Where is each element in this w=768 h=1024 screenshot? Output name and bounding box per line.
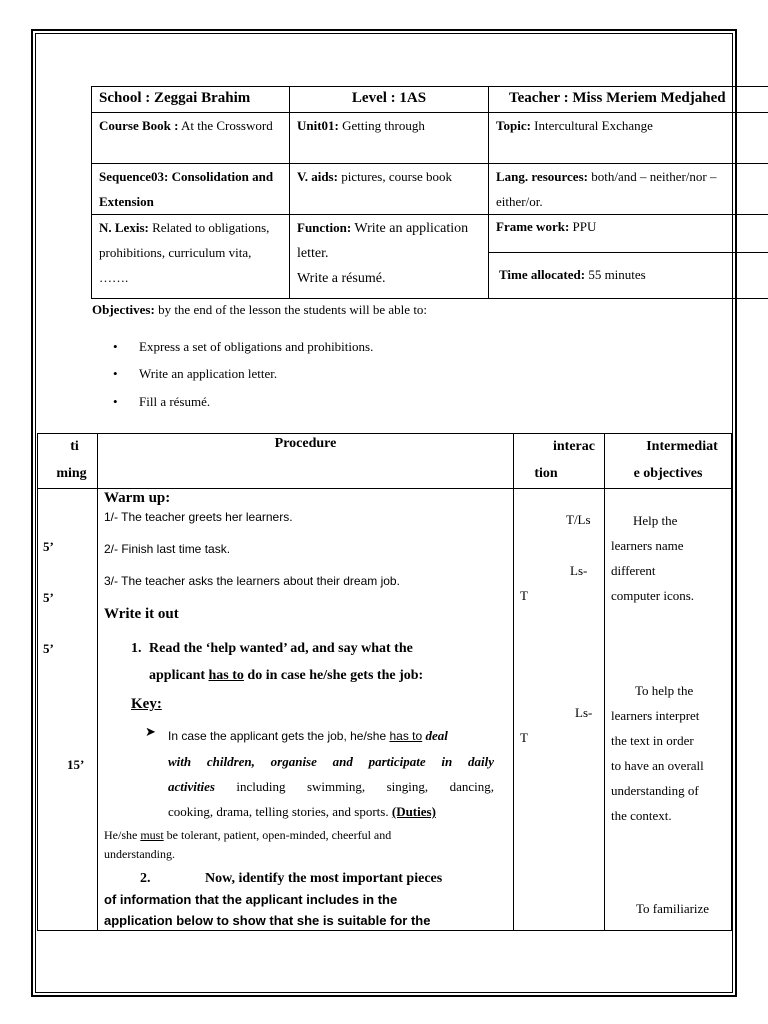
objective-3: To familiarize	[636, 901, 710, 916]
interaction-value: T	[520, 588, 528, 603]
arrow-bullet-icon: ➤	[145, 724, 156, 739]
col-interaction-header: interac tion	[534, 439, 595, 481]
topic: Topic: Intercultural Exchange	[496, 118, 653, 133]
task1-line: Read the ‘help wanted’ ad, and say what the	[149, 641, 413, 656]
task-number: 1.	[131, 641, 142, 656]
objective-item: Write an application letter.	[139, 366, 278, 381]
bullet: •	[113, 366, 118, 381]
warm-up-step: 3/- The teacher asks the learners about their dream job.	[104, 574, 400, 588]
function: Function: Write an application letter. Write a résumé.	[297, 220, 469, 286]
bullet: •	[113, 394, 118, 409]
task2-line: application below to show that she is suitable for the	[104, 913, 431, 928]
col-procedure-header: Procedure	[274, 436, 337, 451]
objectives-intro: Objectives: by the end of the lesson the students will be able to:	[92, 302, 428, 317]
col-objectives-header: Intermediat e objectives	[633, 439, 718, 481]
teacher-name: Teacher : Miss Meriem Medjahed	[509, 90, 726, 106]
unit: Unit01: Getting through	[297, 118, 425, 133]
task2-line: of information that the applicant includes in the	[104, 892, 398, 907]
task-number: 2.	[140, 871, 151, 886]
timing-value: 5’	[43, 641, 54, 656]
objective-2: To help the learners interpret the text in order to have an overall understanding of the context.	[611, 683, 704, 823]
interaction-value: Ls-	[570, 563, 588, 578]
objective-1: Help the learners name different computer icons.	[611, 513, 695, 603]
objective-item: Fill a résumé.	[139, 394, 211, 409]
interaction-value: T/Ls	[566, 512, 591, 527]
objective-item: Express a set of obligations and prohibitions.	[139, 339, 374, 354]
must-sentence: He/she must be tolerant, patient, open-minded, cheerful and	[104, 828, 392, 842]
key-answer: In case the applicant gets the job, he/she has to deal with children, organise and participate in daily activities including swimming, singing, dancing, cooking, drama, telling stories, and sports. (Duties)	[168, 728, 494, 819]
warm-up-step: 1/- The teacher greets her learners.	[104, 510, 293, 524]
timing-value: 5’	[43, 539, 54, 554]
task2-line: Now, identify the most important pieces	[205, 871, 443, 886]
interaction-value: T	[520, 730, 528, 745]
warm-up-title: Warm up:	[104, 490, 171, 506]
lexis: N. Lexis: Related to obligations, prohibitions, curriculum vita, …….	[99, 220, 270, 285]
write-it-out-title: Write it out	[104, 606, 179, 622]
timing-value: 5’	[43, 590, 54, 605]
key-label: Key:	[131, 696, 162, 712]
bullet: •	[113, 339, 118, 354]
col-timing-header: ti ming	[56, 439, 87, 481]
level: Level : 1AS	[351, 90, 427, 106]
visual-aids: V. aids: pictures, course book	[297, 169, 453, 184]
task1-line: applicant has to do in case he/she gets the job:	[149, 668, 424, 683]
sequence: Sequence03: Consolidation and Extension	[99, 169, 274, 209]
framework: Frame work: PPU	[496, 219, 597, 234]
school-name: School : Zeggai Brahim	[99, 90, 251, 106]
course-book: Course Book : At the Crossword	[99, 118, 273, 133]
timing-value: 15’	[67, 757, 85, 772]
interaction-value: Ls-	[575, 705, 593, 720]
language-resources: Lang. resources: both/and – neither/nor – either/or.	[496, 169, 717, 209]
time-allocated: Time allocated: 55 minutes	[499, 267, 646, 282]
must-sentence-end: understanding.	[104, 847, 175, 861]
warm-up-step: 2/- Finish last time task.	[104, 542, 231, 556]
